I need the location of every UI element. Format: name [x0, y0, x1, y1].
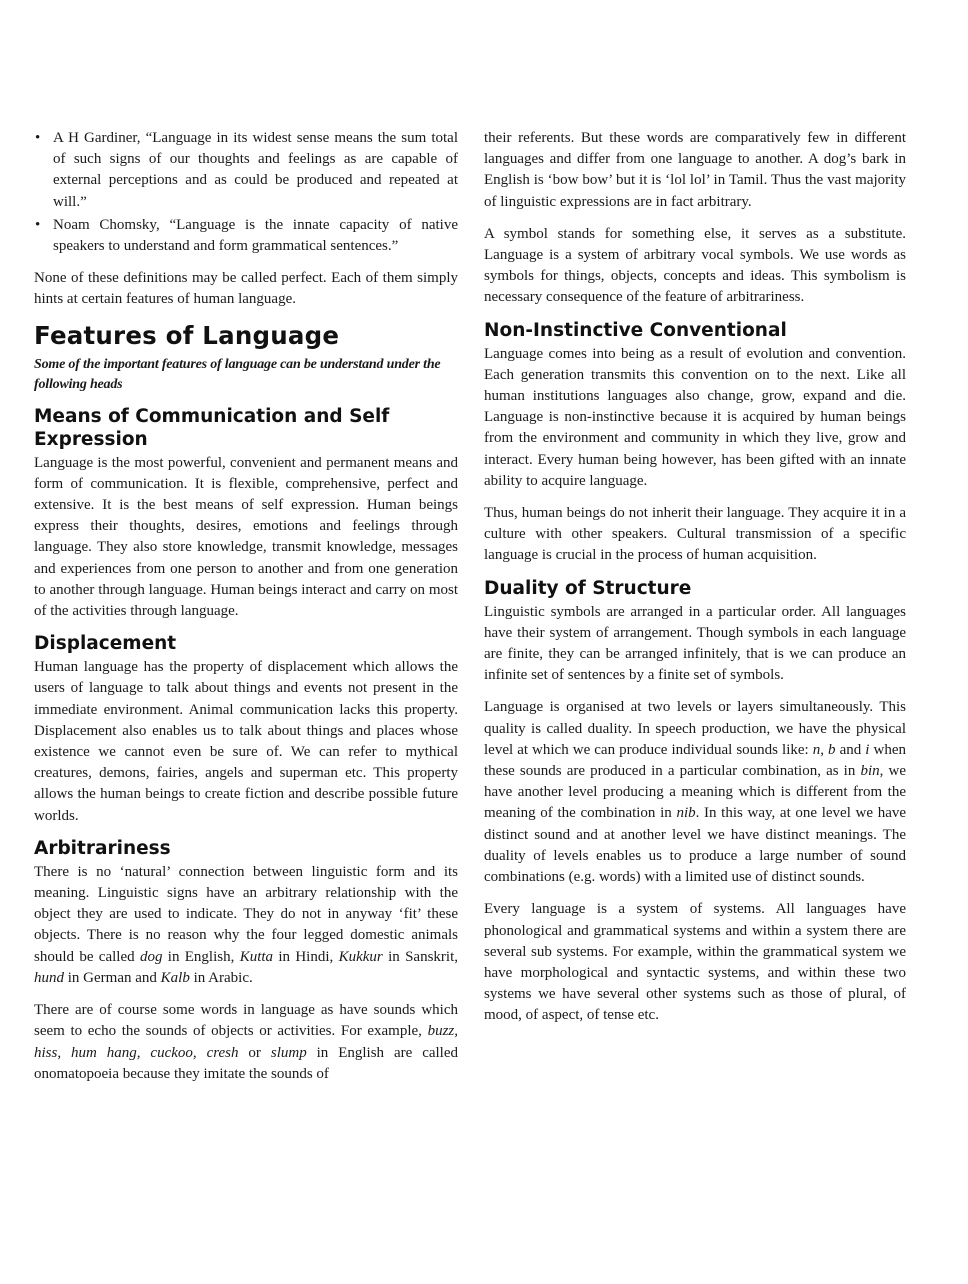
list-item	[34, 215, 458, 257]
italic-word: hund	[34, 969, 64, 986]
italic-letter: i	[865, 741, 870, 758]
page-title: Features of Language	[34, 320, 340, 350]
bullet-icon: •	[35, 130, 41, 146]
definition-gardiner: A H Gardiner, “Language in its widest sense means the sum total of such signs of our thoughts and feelings as are capable of external perceptions and as could be produced and repeated at will.”	[53, 130, 458, 210]
left-column	[34, 128, 458, 1085]
page-subtitle: Some of the important features of language can be understand under the following heads	[34, 356, 441, 392]
heading-means-of-communication: Means of Communication and Self Expression	[34, 405, 390, 450]
text-run: Language is organised at two levels or layers simultaneously. This quality is called duality. In speech production, we have the physical level at which we can produce individual sounds like:	[484, 699, 906, 758]
paragraph-non-instinctive-2: Thus, human beings do not inherit their language. They acquire it in a culture with other speakers. Cultural transmission of a specific language is crucial in the process of human acquisition.	[484, 505, 906, 564]
definition-list	[34, 128, 458, 257]
paragraph-arbitrariness-2	[34, 1000, 458, 1085]
italic-word: Kalb	[160, 969, 190, 986]
paragraph-symbol: A symbol stands for something else, it serves as a substitute. Language is a system of arbitrary vocal symbols. We use words as symbols for things, objects, concepts and ideas. This symbolism is necessary consequence of the feature of arbitrariness.	[484, 225, 906, 306]
text-run: or	[238, 1044, 271, 1061]
text-run: in Hindi,	[273, 948, 339, 965]
paragraph-non-instinctive-1: Language comes into being as a result of evolution and convention. Each generation transmits this convention on to the next. Like all human institutions languages also change, grow, expand and die. Language is non-instinctive because it is acquired by human beings from the environment and community in which they live, grow and interact. Every human being however, has been gifted with an innate ability to acquire language.	[484, 345, 906, 489]
italic-letter: b	[828, 741, 836, 758]
right-column	[484, 128, 906, 1027]
paragraph-means-of-communication: Language is the most powerful, convenient and permanent means and form of communication. It is flexible, comprehensive, perfect and extensive. It is the best means of self expression. Human beings express their thoughts, desires, emotions and feelings through language. They also store knowledge, transmit knowledge, messages and experiences from one person to another and from one generation to another through language. Human beings interact and carry on most of the activities through language.	[34, 454, 458, 620]
text-run: in Sanskrit,	[382, 948, 458, 965]
paragraph-arbitrariness-1	[34, 862, 458, 989]
italic-words: buzz, hiss, hum hang, cuckoo, cresh	[34, 1023, 458, 1061]
intro-paragraph: None of these definitions may be called perfect. Each of them simply hints at certain features of human language.	[34, 270, 458, 308]
heading-non-instinctive: Non-Instinctive Conventional	[484, 319, 787, 341]
paragraph-duality-3: Every language is a system of systems. All languages have phonological and grammatical systems and within a system there are several sub systems. For example, within the grammatical system we have morphological and syntactic systems, and within these two systems we have several other systems such as those of plural, of mood, of aspect, of tense etc.	[484, 901, 906, 1024]
text-run: , we have another level producing a meaning which is different from the meaning of the combination in	[484, 763, 906, 822]
text-run: in English are called onomatopoeia because they imitate the sounds of	[34, 1044, 458, 1082]
text-run: in English,	[162, 948, 240, 965]
text-run: There are of course some words in language as have sounds which seem to echo the sounds of objects or activities. For example,	[34, 1002, 458, 1040]
heading-displacement: Displacement	[34, 633, 177, 655]
text-run: There is no ‘natural’ connection between linguistic form and its meaning. Linguistic signs have an arbitrary relationship with the object they are used to indicate. They do not in anyway ‘fit’ these objects. There is no reason why the four legged domestic animals should be called	[34, 863, 458, 965]
text-run: ,	[820, 741, 829, 758]
paragraph-displacement: Human language has the property of displacement which allows the users of language to talk about things and events not present in the immediate environment. Animal communication lacks this property. Displacement also enables us to talk about things and places whose existence we cannot even be sure of. We can refer to mythical creatures, demons, fairies, angels and superman etc. This property allows the human beings to create fiction and describe possible future worlds.	[34, 659, 458, 824]
italic-word: dog	[139, 948, 163, 965]
text-run: in German and	[64, 969, 161, 986]
italic-word: Kutta	[239, 948, 274, 965]
heading-arbitrariness: Arbitrariness	[34, 837, 171, 859]
text-run: . In this way, at one level we have distinct sound and at another level we have distinct meanings. The duality of levels enables us to produce a large number of sound combinations (e.g. words) with a limited use of distinct sounds.	[484, 805, 907, 886]
text-run: in Arabic.	[189, 969, 253, 986]
paragraph-continuation: their referents. But these words are comparatively few in different languages and differ from one language to another. A dog’s bark in English is ‘bow bow’ but it is ‘lol lol’ in Tamil. Thus the vast majority of linguistic expressions are in fact arbitrary.	[484, 130, 906, 210]
italic-letter: n	[812, 741, 821, 758]
paragraph-duality-2	[484, 697, 906, 888]
text-run: when these sounds are produced in a particular combination, as in	[484, 741, 906, 780]
heading-duality: Duality of Structure	[484, 577, 692, 599]
paragraph-duality-1: Linguistic symbols are arranged in a particular order. All languages have their system of arrangement. Though symbols in each language are finite, they can be arranged infinitely, that is we can produce an infinite set of sentences by a finite set of symbols.	[484, 603, 906, 684]
bullet-icon: •	[35, 216, 41, 233]
text-run: and	[835, 741, 866, 758]
italic-word: nib	[676, 805, 696, 822]
italic-word: Kukkur	[338, 948, 383, 965]
italic-word: slump	[270, 1044, 307, 1061]
italic-word: bin	[860, 763, 880, 780]
list-item	[34, 128, 458, 213]
definition-chomsky: Noam Chomsky, “Language is the innate capacity of native speakers to understand and form grammatical sentences.”	[53, 216, 458, 255]
